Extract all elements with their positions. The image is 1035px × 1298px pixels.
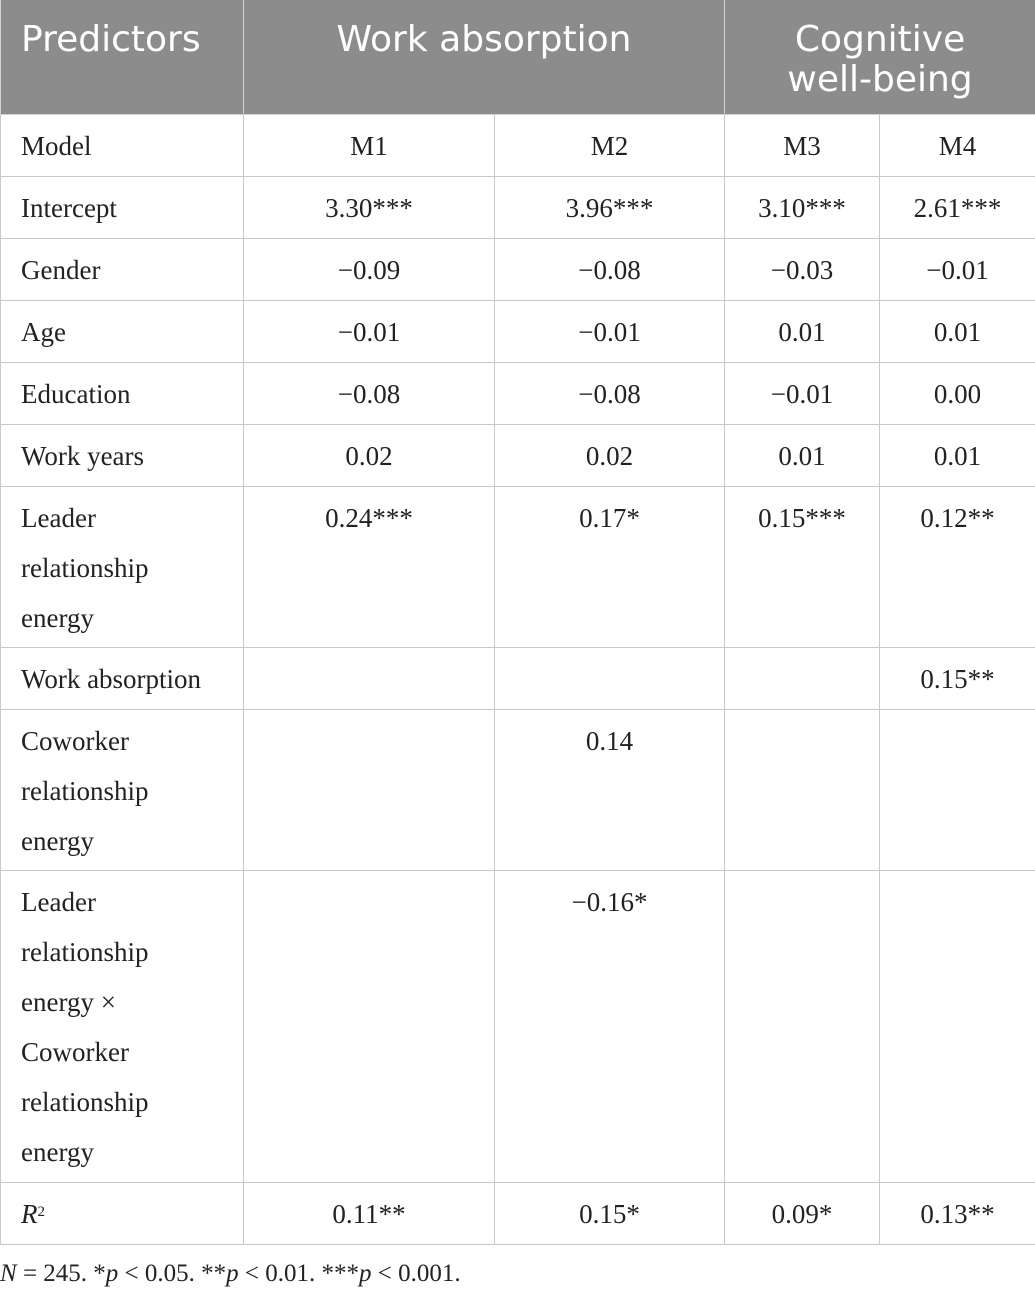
cell-m1: M1: [244, 114, 495, 176]
cell-m3: [725, 709, 880, 870]
row-label: [1, 486, 244, 647]
cell-m4: M4: [880, 114, 1035, 176]
r-superscript: 2: [37, 1203, 45, 1220]
row-label: [1, 709, 244, 870]
cell-m4: [880, 709, 1035, 870]
r-symbol: R: [21, 1198, 38, 1229]
table-row: [1, 238, 1035, 300]
row-label: Gender: [1, 238, 244, 300]
table-row: [1, 1182, 1035, 1244]
cell-m3: −0.03: [725, 238, 880, 300]
footnote-text: < 0.05. **: [118, 1260, 227, 1287]
cell-m2: 0.02: [495, 424, 725, 486]
cell-m2: −0.08: [495, 238, 725, 300]
cell-m1: 0.02: [244, 424, 495, 486]
row-label: Intercept: [1, 176, 244, 238]
table-row: [1, 176, 1035, 238]
row-label-line: Leader: [21, 502, 96, 533]
table-row: [1, 362, 1035, 424]
table-row: [1, 486, 1035, 647]
cell-m2: [495, 647, 725, 709]
cell-m3: 0.01: [725, 300, 880, 362]
cell-m2: 3.96***: [495, 176, 725, 238]
row-label-line: energy: [21, 825, 94, 856]
header-predictors: Predictors: [1, 0, 244, 114]
footnote-text: < 0.001.: [371, 1260, 461, 1287]
row-label: Work absorption: [1, 647, 244, 709]
cell-m3: 0.01: [725, 424, 880, 486]
cell-m1: [244, 709, 495, 870]
row-label: Education: [1, 362, 244, 424]
footnote-p: p: [226, 1260, 239, 1287]
cell-m4: 2.61***: [880, 176, 1035, 238]
cell-m2: −0.01: [495, 300, 725, 362]
cell-m4: [880, 870, 1035, 1182]
cell-m3: M3: [725, 114, 880, 176]
row-label-line: Coworker: [21, 725, 129, 756]
cell-m4: 0.00: [880, 362, 1035, 424]
cell-m3: 0.09*: [725, 1182, 880, 1244]
cell-m1: [244, 870, 495, 1182]
cell-m3: [725, 870, 880, 1182]
row-label: [1, 870, 244, 1182]
row-label: Model: [1, 114, 244, 176]
row-label-line: Coworker: [21, 1036, 129, 1067]
table-row: [1, 114, 1035, 176]
table-row: [1, 709, 1035, 870]
cell-m2: 0.14: [495, 709, 725, 870]
row-label: Age: [1, 300, 244, 362]
cell-m4: 0.12**: [880, 486, 1035, 647]
cell-m3: 3.10***: [725, 176, 880, 238]
row-label-line: relationship: [21, 1086, 149, 1117]
cell-m4: 0.01: [880, 300, 1035, 362]
cell-m1: −0.08: [244, 362, 495, 424]
header-cognitive-well-being: [725, 0, 1035, 114]
footnote-p: p: [105, 1260, 119, 1287]
row-label-r-squared: [1, 1182, 244, 1244]
row-label-line: relationship: [21, 552, 149, 583]
cell-m2: −0.08: [495, 362, 725, 424]
cell-m2: M2: [495, 114, 725, 176]
cell-m4: 0.01: [880, 424, 1035, 486]
cell-m3: 0.15***: [725, 486, 880, 647]
cell-m2: −0.16*: [495, 870, 725, 1182]
table-footnote: [0, 1260, 461, 1288]
cell-m2: 0.17*: [495, 486, 725, 647]
row-label-line: relationship: [21, 936, 149, 967]
row-label: Work years: [1, 424, 244, 486]
table-row: [1, 647, 1035, 709]
row-label-line: energy ×: [21, 986, 116, 1017]
row-label-line: Leader: [21, 886, 96, 917]
footnote-p: p: [359, 1260, 372, 1287]
cell-m4: −0.01: [880, 238, 1035, 300]
cell-m1: 0.11**: [244, 1182, 495, 1244]
cell-m4: 0.13**: [880, 1182, 1035, 1244]
table-header-row: [1, 0, 1035, 114]
cell-m1: 0.24***: [244, 486, 495, 647]
table-row: [1, 424, 1035, 486]
footnote-n: N: [0, 1260, 17, 1287]
cell-m2: 0.15*: [495, 1182, 725, 1244]
cell-m1: −0.09: [244, 238, 495, 300]
table-row: [1, 300, 1035, 362]
cell-m3: −0.01: [725, 362, 880, 424]
header-work-absorption: Work absorption: [244, 0, 725, 114]
row-label-line: energy: [21, 602, 94, 633]
cell-m1: −0.01: [244, 300, 495, 362]
footnote-text: < 0.01. ***: [238, 1260, 360, 1287]
table-row: [1, 870, 1035, 1182]
cell-m4: 0.15**: [880, 647, 1035, 709]
header-cognitive-line2: well-being: [787, 59, 973, 100]
cell-m1: 3.30***: [244, 176, 495, 238]
cell-m3: [725, 647, 880, 709]
header-cognitive-line1: Cognitive: [794, 19, 966, 60]
cell-m1: [244, 647, 495, 709]
footnote-text: = 245. *: [16, 1260, 106, 1287]
row-label-line: energy: [21, 1136, 94, 1167]
row-label-line: relationship: [21, 775, 149, 806]
